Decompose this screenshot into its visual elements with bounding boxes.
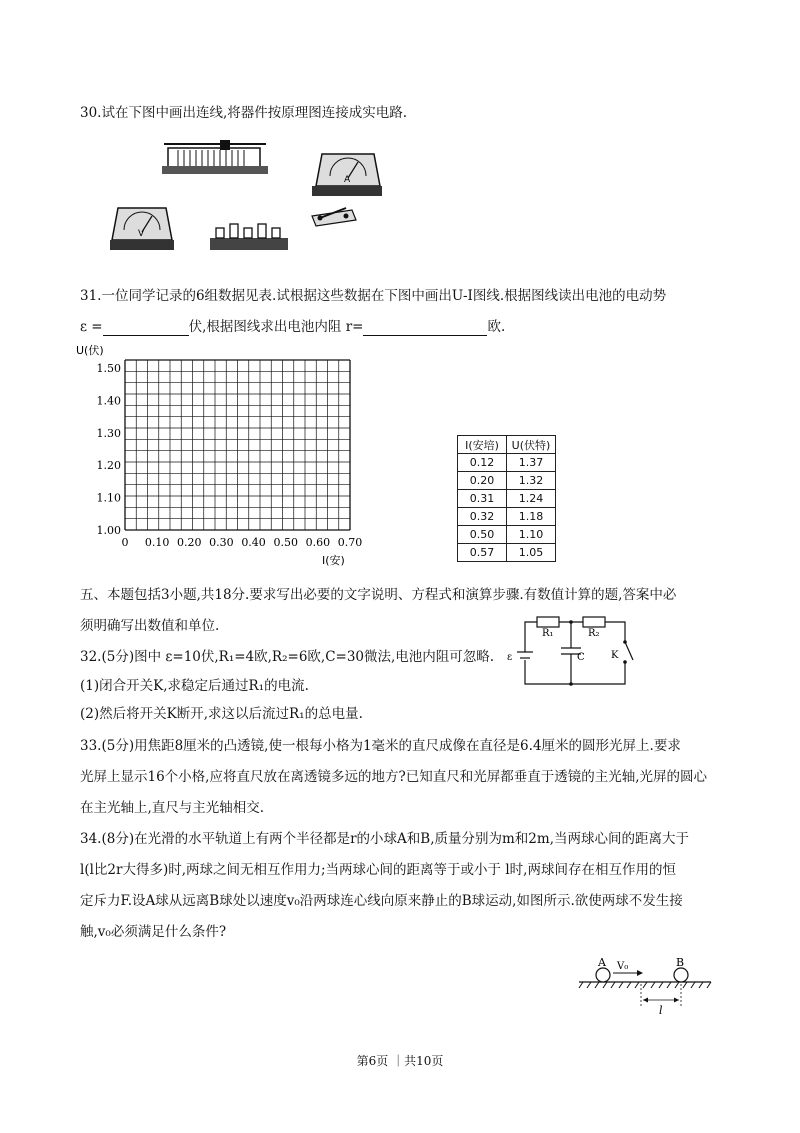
y-axis-label: U(伏)	[76, 344, 104, 357]
cell-voltage: 1.24	[507, 490, 556, 508]
x-tick-label: 0.20	[177, 536, 202, 549]
emf-label: ε =	[80, 319, 103, 335]
voltmeter-image	[108, 204, 176, 252]
column-header-voltage: U(伏特)	[507, 436, 556, 454]
x-tick-label: 0.30	[209, 536, 234, 549]
table-row	[458, 544, 556, 562]
ball-b-label: B	[676, 956, 685, 969]
y-tick-label: 1.50	[96, 362, 121, 375]
q32-line2: (1)闭合开关K,求稳定后通过R₁的电流.	[80, 678, 309, 694]
rheostat-image	[160, 138, 270, 178]
x-tick-label: 0.40	[241, 536, 266, 549]
voltmeter-letter: V	[138, 229, 145, 239]
velocity-label: V₀	[617, 961, 629, 972]
x-tick-label: 0.50	[273, 536, 298, 549]
q34-line2: l(l比2r大得多)时,两球之间无相互作用力;当两球心间的距离等于或小于 l时,两球间存在相互作用的恒	[80, 862, 676, 878]
data-table	[457, 435, 556, 562]
r1-label: R₁	[542, 628, 554, 639]
column-header-current: I(安培)	[458, 436, 507, 454]
cell-voltage: 1.05	[507, 544, 556, 562]
q32-line1: 32.(5分)图中 ε=10伏,R₁=4欧,R₂=6欧,C=30微法,电池内阻可忽略.	[80, 649, 495, 665]
x-axis-label: I(安)	[322, 554, 345, 567]
y-tick-label: 1.10	[96, 491, 121, 505]
q34-line3: 定斥力F.设A球从远离B球处以速度v₀沿两球连心线向原来静止的B球运动,如图所示.欲使两球不发生接	[80, 893, 683, 909]
ball-a-label: A	[598, 956, 606, 969]
cell-current: 0.31	[458, 490, 507, 508]
table-row	[458, 454, 556, 472]
q34-line4: 触,v₀必须满足什么条件?	[80, 924, 227, 940]
resistance-unit: 欧.	[487, 319, 506, 335]
y-tick-label: 1.40	[96, 394, 121, 408]
q33-line2: 光屏上显示16个小格,应将直尺放在离透镜多远的地方?已知直尺和光屏都垂直于透镜的主光轴,光屏的圆心	[80, 769, 707, 785]
cell-current: 0.50	[458, 526, 507, 544]
table-row	[458, 508, 556, 526]
table-row	[458, 472, 556, 490]
circuit-diagram	[505, 612, 640, 692]
section5-line1: 五、本题包括3小题,共18分.要求写出必要的文字说明、方程式和演算步骤.有数值计算的题,答案中必	[80, 587, 677, 603]
ammeter-image	[308, 148, 384, 198]
q33-line1: 33.(5分)用焦距8厘米的凸透镜,使一根每小格为1毫米的直尺成像在直径是6.4厘米的圆形光屏上.要求	[80, 738, 681, 754]
y-tick-label: 1.30	[96, 426, 121, 440]
cell-voltage: 1.18	[507, 508, 556, 526]
q30-text: 30.试在下图中画出连线,将器件按原理图连接成实电路.	[80, 105, 408, 121]
cell-current: 0.20	[458, 472, 507, 490]
table-row	[458, 526, 556, 544]
section5-line2: 须明确写出数值和单位.	[80, 618, 220, 634]
battery-box-image	[208, 222, 290, 252]
r2-label: R₂	[588, 628, 600, 639]
distance-label: l	[659, 1004, 663, 1017]
u-i-graph[interactable]	[70, 340, 370, 570]
x-tick-label: 0.70	[337, 536, 363, 549]
y-tick-label: 1.00	[96, 524, 121, 537]
x-tick-label: 0	[121, 536, 129, 549]
capacitor-label: C	[577, 652, 585, 663]
x-tick-label: 0.10	[144, 536, 170, 549]
cell-current: 0.12	[458, 454, 507, 472]
cell-current: 0.57	[458, 544, 507, 562]
q32-line3: (2)然后将开关K断开,求这以后流过R₁的总电量.	[80, 706, 363, 722]
switch-label: K	[611, 650, 619, 661]
table-header-row	[458, 436, 556, 454]
q34-line1: 34.(8分)在光滑的水平轨道上有两个半径都是r的小球A和B,质量分别为m和2m,当两球心间的距离大于	[80, 831, 689, 847]
ammeter-letter: A	[344, 175, 351, 185]
cell-voltage: 1.32	[507, 472, 556, 490]
cell-current: 0.32	[458, 508, 507, 526]
emf-symbol: ε	[507, 652, 513, 663]
x-tick-label: 0.60	[305, 536, 331, 549]
emf-answer-blank[interactable]	[103, 321, 189, 336]
q31-line2	[80, 318, 505, 336]
q31-line1: 31.一位同学记录的6组数据见表.试根据这些数据在下图中画出U-I图线.根据图线读出电池的电动势	[80, 288, 667, 304]
y-tick-label: 1.20	[96, 459, 121, 473]
table-row	[458, 490, 556, 508]
q33-line3: 在主光轴上,直尺与主光轴相交.	[80, 800, 265, 816]
switch-image	[306, 202, 358, 230]
two-balls-diagram	[575, 954, 715, 1020]
page-footer: 第6页 ｜共10页	[356, 1054, 444, 1068]
emf-unit: 伏,根据图线求出电池内阻 r=	[188, 319, 364, 335]
cell-voltage: 1.10	[507, 526, 556, 544]
cell-voltage: 1.37	[507, 454, 556, 472]
resistance-answer-blank[interactable]	[363, 321, 487, 336]
